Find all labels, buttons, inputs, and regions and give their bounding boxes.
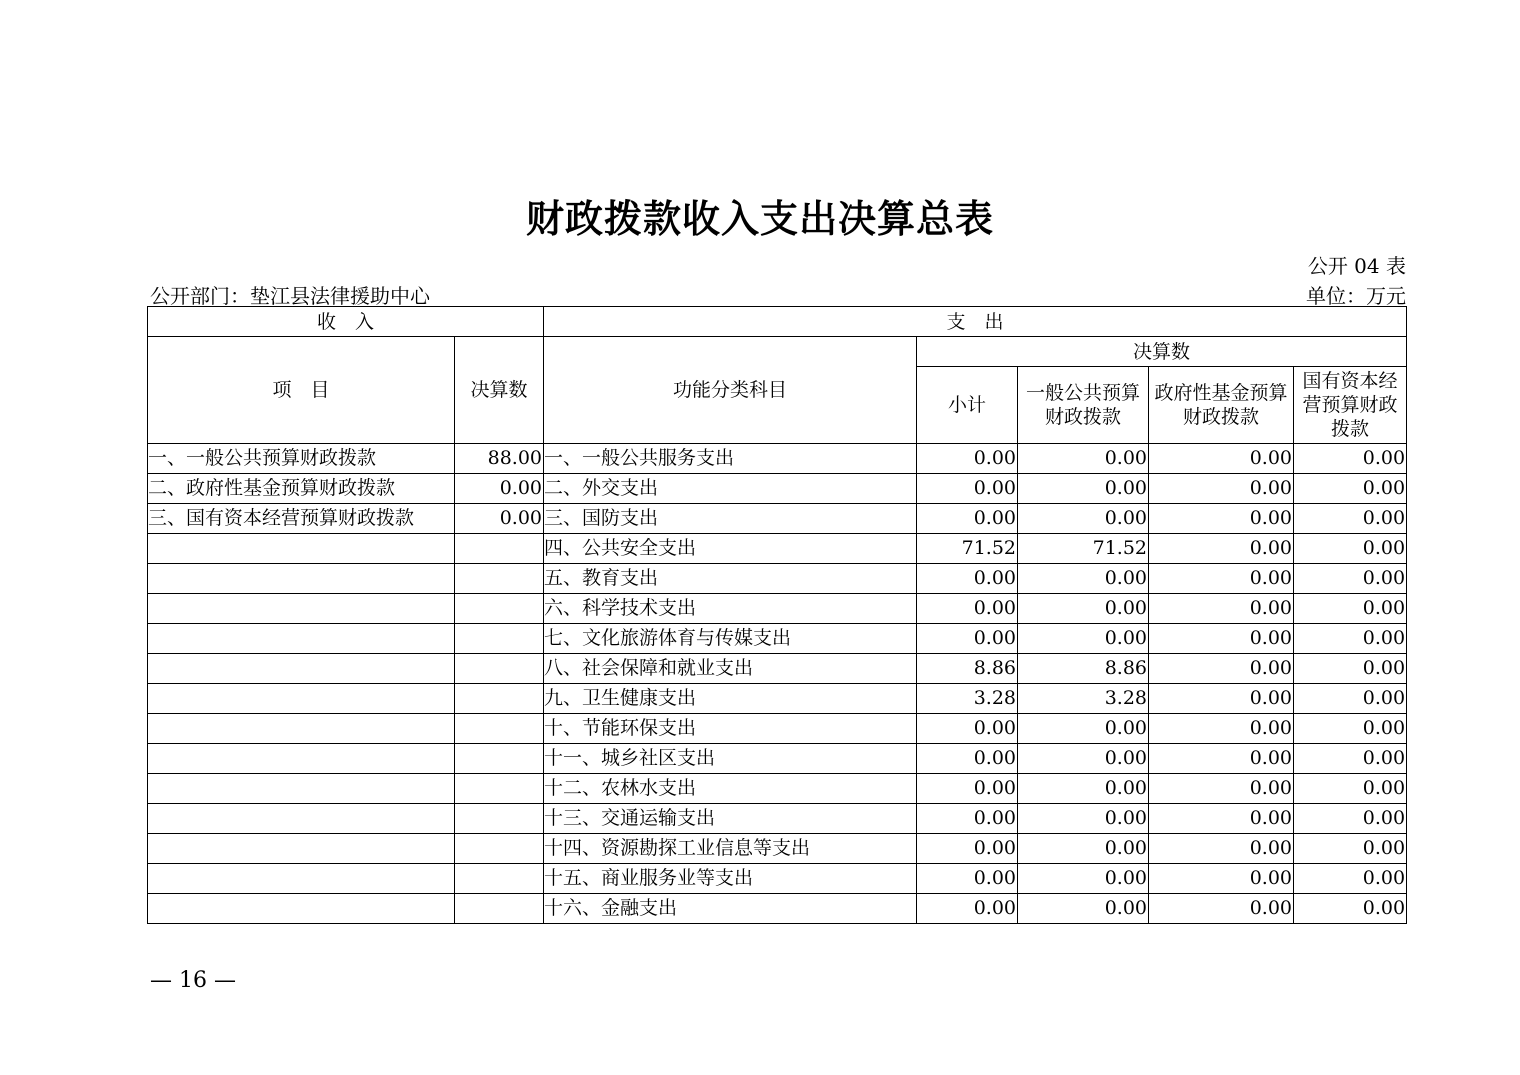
expenditure-state-capital: 0.00 bbox=[1294, 594, 1407, 624]
expenditure-state-capital: 0.00 bbox=[1294, 714, 1407, 744]
expenditure-state-capital: 0.00 bbox=[1294, 564, 1407, 594]
income-item bbox=[148, 774, 455, 804]
income-item bbox=[148, 864, 455, 894]
expenditure-subject: 十三、交通运输支出 bbox=[544, 804, 917, 834]
expenditure-state-capital: 0.00 bbox=[1294, 894, 1407, 924]
income-item bbox=[148, 564, 455, 594]
expenditure-general: 0.00 bbox=[1018, 864, 1149, 894]
table-row bbox=[148, 624, 1407, 654]
expenditure-state-capital: 0.00 bbox=[1294, 864, 1407, 894]
expenditure-gov-fund: 0.00 bbox=[1149, 594, 1294, 624]
expenditure-state-capital: 0.00 bbox=[1294, 504, 1407, 534]
expenditure-general: 0.00 bbox=[1018, 834, 1149, 864]
expenditure-subject: 十六、金融支出 bbox=[544, 894, 917, 924]
expenditure-gov-fund: 0.00 bbox=[1149, 534, 1294, 564]
income-amount: 88.00 bbox=[455, 444, 544, 474]
expenditure-subject: 四、公共安全支出 bbox=[544, 534, 917, 564]
income-amount bbox=[455, 804, 544, 834]
income-item: 一、一般公共预算财政拨款 bbox=[148, 444, 455, 474]
expenditure-subject: 一、一般公共服务支出 bbox=[544, 444, 917, 474]
income-amount bbox=[455, 684, 544, 714]
expenditure-subject: 二、外交支出 bbox=[544, 474, 917, 504]
expenditure-general: 0.00 bbox=[1018, 564, 1149, 594]
income-item bbox=[148, 804, 455, 834]
income-item bbox=[148, 594, 455, 624]
table-row bbox=[148, 714, 1407, 744]
table-row bbox=[148, 474, 1407, 504]
table-row bbox=[148, 594, 1407, 624]
expenditure-subtotal: 71.52 bbox=[917, 534, 1018, 564]
expenditure-gov-fund: 0.00 bbox=[1149, 444, 1294, 474]
income-item: 三、国有资本经营预算财政拨款 bbox=[148, 504, 455, 534]
income-item bbox=[148, 834, 455, 864]
expenditure-subtotal: 0.00 bbox=[917, 804, 1018, 834]
expenditure-state-capital: 0.00 bbox=[1294, 684, 1407, 714]
expenditure-subject: 十四、资源勘探工业信息等支出 bbox=[544, 834, 917, 864]
income-amount bbox=[455, 894, 544, 924]
table-body bbox=[148, 444, 1407, 924]
expenditure-general: 0.00 bbox=[1018, 744, 1149, 774]
income-amount bbox=[455, 654, 544, 684]
table-row bbox=[148, 804, 1407, 834]
expenditure-gov-fund: 0.00 bbox=[1149, 564, 1294, 594]
header-subtotal: 小计 bbox=[917, 367, 1018, 444]
expenditure-general: 0.00 bbox=[1018, 714, 1149, 744]
expenditure-state-capital: 0.00 bbox=[1294, 444, 1407, 474]
expenditure-state-capital: 0.00 bbox=[1294, 774, 1407, 804]
expenditure-state-capital: 0.00 bbox=[1294, 534, 1407, 564]
expenditure-state-capital: 0.00 bbox=[1294, 744, 1407, 774]
expenditure-subject: 十五、商业服务业等支出 bbox=[544, 864, 917, 894]
header-item: 项 目 bbox=[148, 337, 455, 444]
income-amount bbox=[455, 774, 544, 804]
expenditure-gov-fund: 0.00 bbox=[1149, 474, 1294, 504]
income-amount bbox=[455, 534, 544, 564]
department-label: 公开部门：垫江县法律援助中心 bbox=[150, 284, 430, 308]
expenditure-state-capital: 0.00 bbox=[1294, 804, 1407, 834]
expenditure-gov-fund: 0.00 bbox=[1149, 804, 1294, 834]
table-row bbox=[148, 564, 1407, 594]
page-title: 财政拨款收入支出决算总表 bbox=[525, 196, 994, 241]
header-expenditure: 支 出 bbox=[544, 307, 1407, 337]
income-item bbox=[148, 684, 455, 714]
budget-table bbox=[147, 306, 1407, 924]
expenditure-subtotal: 0.00 bbox=[917, 504, 1018, 534]
expenditure-gov-fund: 0.00 bbox=[1149, 714, 1294, 744]
income-amount bbox=[455, 624, 544, 654]
expenditure-general: 0.00 bbox=[1018, 474, 1149, 504]
expenditure-state-capital: 0.00 bbox=[1294, 654, 1407, 684]
income-amount: 0.00 bbox=[455, 504, 544, 534]
income-amount: 0.00 bbox=[455, 474, 544, 504]
expenditure-general: 8.86 bbox=[1018, 654, 1149, 684]
income-amount bbox=[455, 564, 544, 594]
expenditure-gov-fund: 0.00 bbox=[1149, 834, 1294, 864]
income-item bbox=[148, 624, 455, 654]
expenditure-subtotal: 3.28 bbox=[917, 684, 1018, 714]
income-item bbox=[148, 894, 455, 924]
expenditure-subtotal: 0.00 bbox=[917, 864, 1018, 894]
income-item bbox=[148, 714, 455, 744]
header-function-subject: 功能分类科目 bbox=[544, 337, 917, 444]
expenditure-general: 0.00 bbox=[1018, 804, 1149, 834]
expenditure-general: 0.00 bbox=[1018, 894, 1149, 924]
expenditure-general: 0.00 bbox=[1018, 444, 1149, 474]
expenditure-subtotal: 0.00 bbox=[917, 474, 1018, 504]
table-row bbox=[148, 864, 1407, 894]
expenditure-gov-fund: 0.00 bbox=[1149, 894, 1294, 924]
expenditure-gov-fund: 0.00 bbox=[1149, 774, 1294, 804]
expenditure-subject: 十二、农林水支出 bbox=[544, 774, 917, 804]
expenditure-gov-fund: 0.00 bbox=[1149, 684, 1294, 714]
page-number: — 16 — bbox=[150, 968, 236, 993]
expenditure-subtotal: 0.00 bbox=[917, 744, 1018, 774]
expenditure-subtotal: 0.00 bbox=[917, 714, 1018, 744]
expenditure-gov-fund: 0.00 bbox=[1149, 654, 1294, 684]
expenditure-subject: 六、科学技术支出 bbox=[544, 594, 917, 624]
header-state-capital: 国有资本经营预算财政拨款 bbox=[1294, 367, 1407, 444]
table-row bbox=[148, 534, 1407, 564]
expenditure-subtotal: 0.00 bbox=[917, 774, 1018, 804]
expenditure-subject: 十一、城乡社区支出 bbox=[544, 744, 917, 774]
header-gov-fund: 政府性基金预算财政拨款 bbox=[1149, 367, 1294, 444]
header-general: 一般公共预算财政拨款 bbox=[1018, 367, 1149, 444]
expenditure-subject: 七、文化旅游体育与传媒支出 bbox=[544, 624, 917, 654]
income-amount bbox=[455, 744, 544, 774]
header-amount: 决算数 bbox=[455, 337, 544, 444]
unit-label: 单位：万元 bbox=[1306, 284, 1406, 308]
income-amount bbox=[455, 714, 544, 744]
income-item bbox=[148, 534, 455, 564]
table-row bbox=[148, 894, 1407, 924]
income-item bbox=[148, 654, 455, 684]
income-item bbox=[148, 744, 455, 774]
table-row bbox=[148, 744, 1407, 774]
expenditure-subtotal: 0.00 bbox=[917, 444, 1018, 474]
expenditure-subject: 九、卫生健康支出 bbox=[544, 684, 917, 714]
income-amount bbox=[455, 834, 544, 864]
expenditure-subject: 三、国防支出 bbox=[544, 504, 917, 534]
table-row bbox=[148, 684, 1407, 714]
income-amount bbox=[455, 864, 544, 894]
expenditure-general: 0.00 bbox=[1018, 774, 1149, 804]
expenditure-general: 71.52 bbox=[1018, 534, 1149, 564]
header-final-amount: 决算数 bbox=[917, 337, 1407, 367]
table-row bbox=[148, 654, 1407, 684]
expenditure-subtotal: 0.00 bbox=[917, 834, 1018, 864]
income-item: 二、政府性基金预算财政拨款 bbox=[148, 474, 455, 504]
table-row bbox=[148, 834, 1407, 864]
expenditure-subject: 八、社会保障和就业支出 bbox=[544, 654, 917, 684]
expenditure-general: 0.00 bbox=[1018, 624, 1149, 654]
header-income: 收 入 bbox=[148, 307, 544, 337]
expenditure-gov-fund: 0.00 bbox=[1149, 624, 1294, 654]
expenditure-general: 3.28 bbox=[1018, 684, 1149, 714]
expenditure-state-capital: 0.00 bbox=[1294, 834, 1407, 864]
expenditure-general: 0.00 bbox=[1018, 504, 1149, 534]
expenditure-general: 0.00 bbox=[1018, 594, 1149, 624]
expenditure-state-capital: 0.00 bbox=[1294, 624, 1407, 654]
expenditure-subject: 十、节能环保支出 bbox=[544, 714, 917, 744]
form-number: 公开 04 表 bbox=[1307, 254, 1406, 278]
table-row bbox=[148, 444, 1407, 474]
expenditure-subtotal: 0.00 bbox=[917, 594, 1018, 624]
table-row bbox=[148, 504, 1407, 534]
table-row bbox=[148, 774, 1407, 804]
expenditure-state-capital: 0.00 bbox=[1294, 474, 1407, 504]
expenditure-gov-fund: 0.00 bbox=[1149, 864, 1294, 894]
income-amount bbox=[455, 594, 544, 624]
expenditure-subtotal: 8.86 bbox=[917, 654, 1018, 684]
expenditure-subject: 五、教育支出 bbox=[544, 564, 917, 594]
expenditure-subtotal: 0.00 bbox=[917, 894, 1018, 924]
expenditure-subtotal: 0.00 bbox=[917, 624, 1018, 654]
expenditure-gov-fund: 0.00 bbox=[1149, 504, 1294, 534]
expenditure-gov-fund: 0.00 bbox=[1149, 744, 1294, 774]
expenditure-subtotal: 0.00 bbox=[917, 564, 1018, 594]
